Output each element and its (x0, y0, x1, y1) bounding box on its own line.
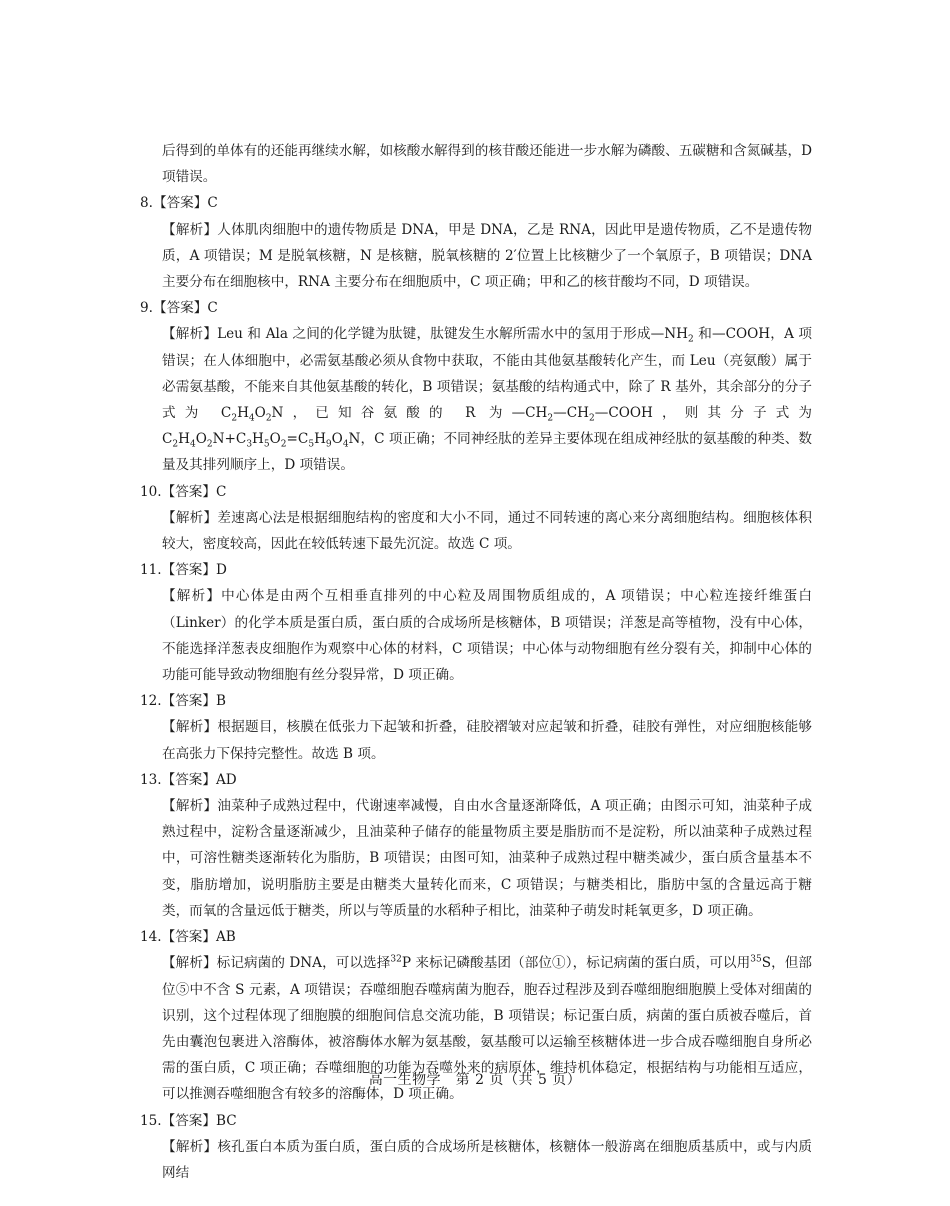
sub-2: 2 (687, 335, 694, 346)
sub-2: 2 (231, 413, 238, 424)
sub-2: 2 (547, 413, 554, 424)
sub-5: 5 (263, 439, 270, 450)
sub-2: 2 (589, 413, 595, 424)
analysis-9-part-g: N，C 项正确；不同神经肽的差异主要体现在组成神经肽的氨基酸的种类、数量及其排列顺序上，D 项错误。 (162, 431, 812, 474)
answer-10: 10.【答案】C (140, 483, 227, 500)
intro-paragraph: 后得到的单体有的还能再继续水解，如核酸水解得到的核苷酸还能进一步水解为磷酸、五碳糖和含氮碱基，D 项错误。 (162, 143, 812, 186)
formula-eq: = (286, 431, 298, 448)
formula-o: O (254, 405, 266, 422)
answer-9: 9.【答案】C (140, 300, 218, 317)
analysis-12: 【解析】根据题目，核膜在低张力下起皱和折叠，硅胶褶皱对应起皱和折叠，硅胶有弹性，对应细胞核能够在高张力下保持完整性。故选 B 项。 (162, 719, 812, 762)
analysis-13: 【解析】油菜种子成熟过程中，代谢速率减慢，自由水含量逐渐降低，A 项正确；由图示可知，油菜种子成熟过程中，淀粉含量逐渐减少，且油菜种子储存的能量物质主要是脂肪而不是淀粉，所以油菜种子成熟过程中，可溶性糖类逐渐转化为脂肪，B 项错误；由图可知，油菜种子成熟过程中糖类减少，蛋白质含量基本不变，脂肪增加，说明脂肪主要是由糖类大量转化而来，C 项错误；与糖类相比，脂肪中氢的含量远高于糖类，而氧的含量远低于糖类，所以与等质量的水稻种子相比，油菜种子萌发时耗氧更多，D 项正确。 (162, 798, 812, 919)
analysis-9-part-e: —COOH，则其分子式为 C (162, 405, 812, 448)
analysis-9 (140, 321, 812, 478)
analysis-9-part-d: —CH (553, 405, 590, 422)
sub-5: 5 (308, 439, 315, 450)
sub-2: 2 (172, 439, 179, 450)
analysis-9-part-b: 和—COOH，A 项错误；在人体细胞中，必需氨基酸必须从食物中获取，不能由其他氨基酸转化产生，而 Leu（亮氨酸）属于必需氨基酸，不能来自其他氨基酸的转化，B 项错误；氨基酸的结构通式中，除了 R 基外，其余部分的分子式为 C (162, 326, 812, 422)
sub-4: 4 (342, 439, 349, 450)
analysis-14-part-c: S，但部位⑤中不含 S 元素，A 项错误；吞噬细胞吞噬病菌为胞吞，胞吞过程涉及到吞噬细胞细胞膜上受体对细菌的识别，这个过程体现了细胞膜的细胞间信息交流功能，B 项错误；标记蛋白质，病菌的蛋白质被吞噬后，首先由囊泡包裹进入溶酶体，被溶酶体水解为氨基酸，氨基酸可以运输至核糖体进一步合成吞噬细胞自身所必需的蛋白质，C 项正确；吞噬细胞的功能为吞噬外来的病原体，维持机体稳定，根据结构与功能相互适应，可以推测吞噬细胞含有较多的溶酶体，D 项正确。 (162, 955, 813, 1103)
page-content (140, 138, 812, 1186)
sub-2: 2 (265, 413, 272, 424)
analysis-9-part-f: N+C (212, 431, 247, 448)
sub-2: 2 (206, 439, 213, 450)
answer-12: 12.【答案】B (140, 693, 226, 710)
analysis-10: 【解析】差速离心法是根据细胞结构的密度和大小不同，通过不同转速的离心来分离细胞结构。细胞核体积较大，密度较高，因此在较低转速下最先沉淀。故选 C 项。 (162, 509, 812, 553)
answer-8: 8.【答案】C (140, 195, 218, 212)
analysis-9-part-a: 【解析】Leu 和 Ala 之间的化学键为肽键，肽键发生水解所需水中的氢用于形成—NH (162, 326, 688, 343)
analysis-15: 【解析】核孔蛋白本质为蛋白质，蛋白质的合成场所是核糖体，核糖体一般游离在细胞质基质中，或与内质网结 (162, 1138, 812, 1181)
formula-o: O (331, 431, 343, 448)
formula-h: H (252, 431, 264, 448)
sub-3: 3 (246, 439, 253, 450)
answer-15: 15.【答案】BC (140, 1112, 237, 1129)
analysis-11: 【解析】中心体是由两个互相垂直排列的中心粒及周围物质组成的，A 项错误；中心粒连接纤维蛋白（Linker）的化学本质是蛋白质，蛋白质的合成场所是核糖体，B 项错误；洋葱是高等植物，没有中心体，不能选择洋葱表皮细胞作为观察中心体的材料，C 项错误；中心体与动物细胞有丝分裂有关，抑制中心体的功能可能导致动物细胞有丝分裂异常，D 项正确。 (162, 588, 812, 684)
formula-o: O (269, 431, 281, 448)
formula-h: H (178, 431, 190, 448)
sub-4: 4 (190, 439, 196, 450)
answer-14: 14.【答案】AB (140, 929, 236, 946)
answer-11: 11.【答案】D (140, 562, 227, 579)
formula-o: O (195, 431, 207, 448)
sup-35: 35 (750, 954, 762, 965)
sub-2: 2 (280, 439, 287, 450)
sub-4: 4 (248, 413, 255, 424)
analysis-14-part-a: 【解析】标记病菌的 DNA，可以选择 (162, 955, 391, 972)
analysis-8: 【解析】人体肌肉细胞中的遗传物质是 DNA，甲是 DNA，乙是 RNA，因此甲是遗传物质，乙不是遗传物质，A 项错误；M 是脱氧核糖，N 是核糖，脱氧核糖的 2′位置上比核糖少了一个氧原子，B 项错误；DNA 主要分布在细胞核中，RNA 主要分布在细胞质中，C 项正确；甲和乙的核苷酸均不同，D 项错误。 (162, 221, 812, 291)
sup-32: 32 (390, 954, 402, 965)
sub-9: 9 (325, 439, 332, 450)
formula-h: H (237, 405, 249, 422)
answer-13: 13.【答案】AD (140, 771, 237, 788)
page-footer: 高一生物学 第 2 页（共 5 页） (368, 1072, 582, 1088)
analysis-14-part-b: P 来标记磷酸基团（部位①），标记病菌的蛋白质，可以用 (401, 955, 751, 972)
formula-c: C (297, 431, 309, 448)
formula-h: H (314, 431, 326, 448)
analysis-9-part-c: N，已知谷氨酸的 R 为—CH (271, 405, 548, 422)
